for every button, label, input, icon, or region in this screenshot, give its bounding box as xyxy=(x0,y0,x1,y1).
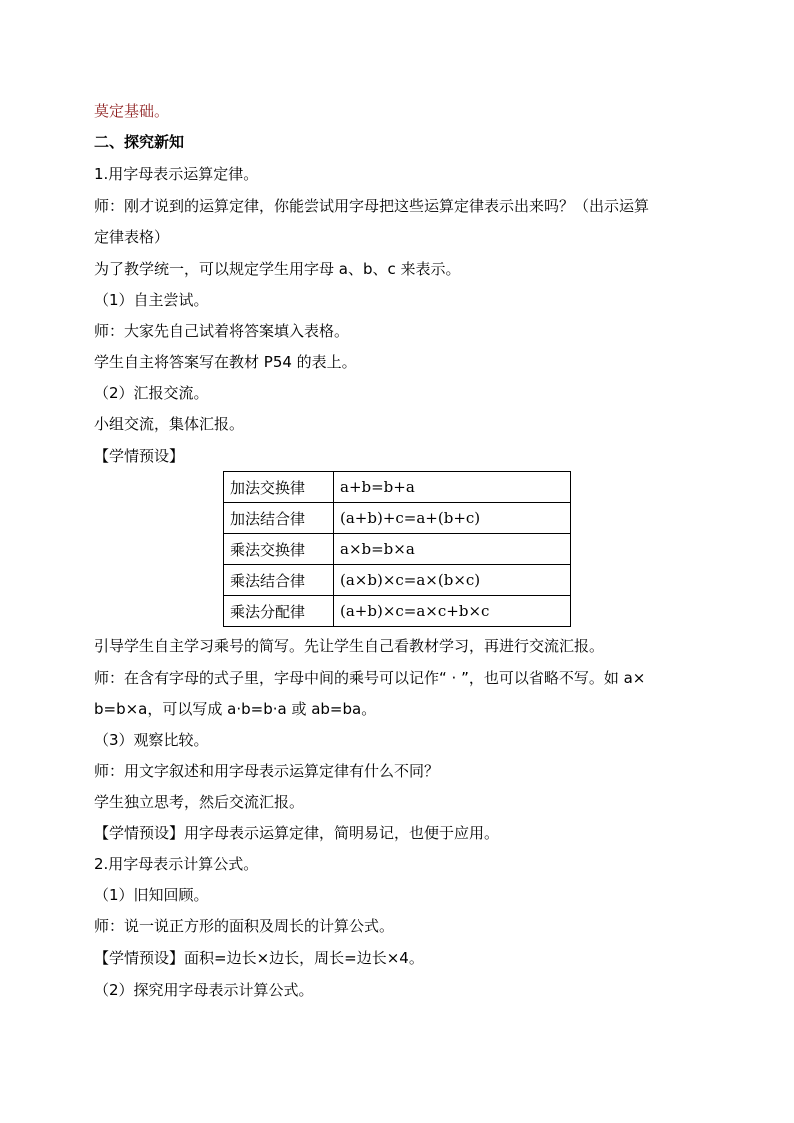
teacher-line: 师：在含有字母的式子里，字母中间的乘号可以记作“ · ”，也可以省略不写。如 a× xyxy=(94,669,646,687)
paragraph-line: 引导学生自主学习乘号的简写。先让学生自己看教材学习，再进行交流汇报。 xyxy=(94,637,605,655)
paragraph-line: 学生独立思考，然后交流汇报。 xyxy=(94,793,305,811)
paragraph-line: 为了教学统一，可以规定学生用字母 a、b、c 来表示。 xyxy=(94,260,461,278)
step-title: （2）探究用字母表示计算公式。 xyxy=(94,981,314,999)
law-name: 加法结合律 xyxy=(224,503,334,534)
law-formula: (a×b)×c=a×(b×c) xyxy=(334,565,571,596)
law-table xyxy=(223,471,571,627)
law-name: 加法交换律 xyxy=(224,472,334,503)
step-title: （1）旧知回顾。 xyxy=(94,886,209,904)
preset-label: 【学情预设】 xyxy=(94,447,185,465)
table-row xyxy=(224,503,571,534)
table-row xyxy=(224,472,571,503)
step-title: （2）汇报交流。 xyxy=(94,384,209,402)
subsection-title: 1.用字母表示运算定律。 xyxy=(94,165,259,183)
law-name: 乘法交换律 xyxy=(224,534,334,565)
teacher-line-cont: 定律表格） xyxy=(94,228,170,246)
preset-line: 【学情预设】面积=边长×边长，周长=边长×4。 xyxy=(94,949,424,967)
intro-line: 莫定基础。 xyxy=(94,102,170,120)
table-row xyxy=(224,565,571,596)
section-heading: 二、探究新知 xyxy=(94,133,185,151)
paragraph-line: 学生自主将答案写在教材 P54 的表上。 xyxy=(94,353,357,371)
law-formula: (a+b)×c=a×c+b×c xyxy=(334,596,571,627)
law-name: 乘法分配律 xyxy=(224,596,334,627)
preset-line: 【学情预设】用字母表示运算定律，简明易记，也便于应用。 xyxy=(94,824,500,842)
subsection-title: 2.用字母表示计算公式。 xyxy=(94,855,259,873)
table-row xyxy=(224,596,571,627)
teacher-line: 师：大家先自己试着将答案填入表格。 xyxy=(94,322,350,340)
teacher-line: 师：说一说正方形的面积及周长的计算公式。 xyxy=(94,917,395,935)
law-formula: (a+b)+c=a+(b+c) xyxy=(334,503,571,534)
teacher-line: 师：刚才说到的运算定律，你能尝试用字母把这些运算定律表示出来吗？（出示运算 xyxy=(94,197,650,215)
teacher-line: 师：用文字叙述和用字母表示运算定律有什么不同？ xyxy=(94,762,440,780)
law-name: 乘法结合律 xyxy=(224,565,334,596)
law-formula: a×b=b×a xyxy=(334,534,571,565)
table-row xyxy=(224,534,571,565)
step-title: （1）自主尝试。 xyxy=(94,291,209,309)
teacher-line-cont: b=b×a，可以写成 a·b=b·a 或 ab=ba。 xyxy=(94,700,377,718)
law-formula: a+b=b+a xyxy=(334,472,571,503)
step-title: （3）观察比较。 xyxy=(94,731,209,749)
paragraph-line: 小组交流，集体汇报。 xyxy=(94,415,245,433)
